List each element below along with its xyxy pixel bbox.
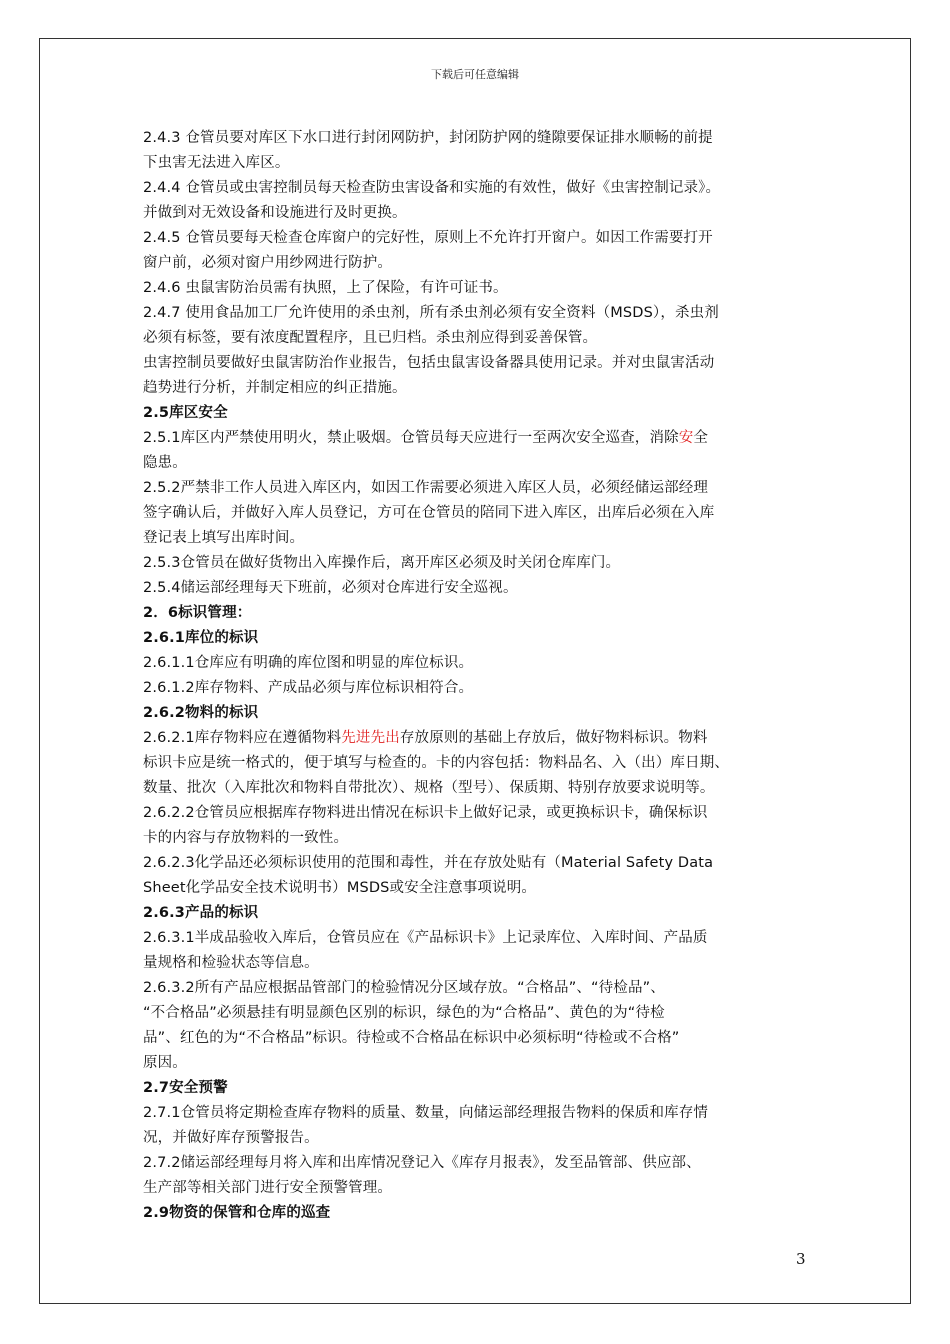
- text-line: [143, 951, 815, 976]
- text-line: [143, 551, 815, 576]
- line-text: 标识卡应是统一格式的，便于填写与检查的。卡的内容包括：物料品名、入（出）库日期、: [143, 755, 729, 771]
- document-body: [143, 126, 815, 1226]
- section-heading: [143, 701, 815, 726]
- text-line: [143, 451, 815, 476]
- line-text: 2.5.3仓管员在做好货物出入库操作后，离开库区必须及时关闭仓库库门。: [143, 555, 621, 571]
- text-line: [143, 501, 815, 526]
- text-line: [143, 151, 815, 176]
- text-line: [143, 1101, 815, 1126]
- line-text: “不合格品”必须悬挂有明显颜色区别的标识，绿色的为“合格品”、黄色的为“待检: [143, 1005, 665, 1021]
- text-line: [143, 426, 815, 451]
- section-heading: [143, 1076, 815, 1101]
- text-line: [143, 326, 815, 351]
- line-text: 2.5库区安全: [143, 405, 228, 421]
- text-line: [143, 1051, 815, 1076]
- text-line: [143, 276, 815, 301]
- text-line: [143, 376, 815, 401]
- text-line: [143, 576, 815, 601]
- line-text: 2.6.2.1库存物料应在遵循物料: [143, 730, 342, 746]
- text-line: [143, 676, 815, 701]
- section-heading: [143, 401, 815, 426]
- text-line: [143, 1176, 815, 1201]
- line-text: 2.6.1.2库存物料、产成品必须与库位标识相符合。: [143, 680, 474, 696]
- text-line: [143, 526, 815, 551]
- line-text: 窗户前，必须对窗户用纱网进行防护。: [143, 255, 393, 271]
- line-text: 必须有标签，要有浓度配置程序，且已归档。杀虫剂应得到妥善保管。: [143, 330, 598, 346]
- text-line: [143, 726, 815, 751]
- text-line: [143, 851, 815, 876]
- line-text: 况，并做好库存预警报告。: [143, 1130, 319, 1146]
- text-line: [143, 176, 815, 201]
- text-line: [143, 1026, 815, 1051]
- line-text: 品”、红色的为“不合格品”标识。待检或不合格品在标识中必须标明“待检或不合格”: [143, 1030, 680, 1046]
- line-text: 2.6.2物料的标识: [143, 705, 259, 721]
- line-text: 趋势进行分析，并制定相应的纠正措施。: [143, 380, 407, 396]
- line-text: 2.7.2储运部经理每月将入库和出库情况登记入《库存月报表》，发至品管部、供应部、: [143, 1155, 701, 1171]
- line-text: 2.4.5 仓管员要每天检查仓库窗户的完好性，原则上不允许打开窗户。如因工作需要打开: [143, 230, 713, 246]
- text-line: [143, 351, 815, 376]
- line-text: 2.4.7 使用食品加工厂允许使用的杀虫剂，所有杀虫剂必须有安全资料（MSDS），杀虫剂: [143, 305, 719, 321]
- line-text: 卡的内容与存放物料的一致性。: [143, 830, 349, 846]
- line-text: 数量、批次（入库批次和物料自带批次）、规格（型号）、保质期、特别存放要求说明等。: [143, 780, 715, 796]
- line-text: 登记表上填写出库时间。: [143, 530, 305, 546]
- page-number: 3: [796, 1250, 806, 1268]
- line-text: 2.4.6 虫鼠害防治员需有执照，上了保险，有许可证书。: [143, 280, 508, 296]
- line-text: 2.6.2.2仓管员应根据库存物料进出情况在标识卡上做好记录，或更换标识卡，确保标识: [143, 805, 708, 821]
- text-line: [143, 926, 815, 951]
- highlighted-text: 先进先出: [341, 730, 400, 746]
- text-line: [143, 1001, 815, 1026]
- section-heading: [143, 626, 815, 651]
- text-line: [143, 776, 815, 801]
- line-text: 并做到对无效设备和设施进行及时更换。: [143, 205, 407, 221]
- line-text-after: 全: [693, 430, 709, 446]
- text-line: [143, 1126, 815, 1151]
- line-text: 2.6.1库位的标识: [143, 630, 259, 646]
- line-text: 隐患。: [143, 455, 187, 471]
- line-text: 2．6标识管理：: [143, 605, 252, 621]
- line-text: 2.5.4储运部经理每天下班前，必须对仓库进行安全巡视。: [143, 580, 518, 596]
- text-line: [143, 651, 815, 676]
- line-text: 原因。: [143, 1055, 187, 1071]
- text-line: [143, 751, 815, 776]
- line-text: 2.6.3.2所有产品应根据品管部门的检验情况分区域存放。“合格品”、“待检品”、: [143, 980, 665, 996]
- line-text: 生产部等相关部门进行安全预警管理。: [143, 1180, 393, 1196]
- text-line: [143, 826, 815, 851]
- section-heading: [143, 901, 815, 926]
- line-text: 2.6.2.3化学品还必须标识使用的范围和毒性，并在存放处贴有（Material Safety Data: [143, 855, 714, 871]
- line-text: Sheet化学品安全技术说明书）MSDS或安全注意事项说明。: [143, 880, 537, 896]
- line-text: 签字确认后，并做好入库人员登记，方可在仓管员的陪同下进入库区，出库后必须在入库: [143, 505, 715, 521]
- text-line: [143, 251, 815, 276]
- line-text: 2.6.3产品的标识: [143, 905, 259, 921]
- line-text: 2.4.4 仓管员或虫害控制员每天检查防虫害设备和实施的有效性，做好《虫害控制记录》。: [143, 180, 721, 196]
- line-text: 2.5.2严禁非工作人员进入库区内，如因工作需要必须进入库区人员，必须经储运部经理: [143, 480, 709, 496]
- page-header: 下载后可任意编辑: [431, 68, 519, 81]
- line-text: 2.6.3.1半成品验收入库后，仓管员应在《产品标识卡》上记录库位、入库时间、产品质: [143, 930, 708, 946]
- line-text-after: 存放原则的基础上存放后，做好物料标识。物料: [399, 730, 708, 746]
- line-text: 2.6.1.1仓库应有明确的库位图和明显的库位标识。: [143, 655, 474, 671]
- line-text: 2.4.3 仓管员要对库区下水口进行封闭网防护，封闭防护网的缝隙要保证排水顺畅的前提: [143, 130, 713, 146]
- text-line: [143, 876, 815, 901]
- text-line: [143, 801, 815, 826]
- line-text: 2.7安全预警: [143, 1080, 228, 1096]
- text-line: [143, 201, 815, 226]
- highlighted-text: 安: [678, 430, 694, 446]
- section-heading: [143, 1201, 815, 1226]
- section-heading: [143, 601, 815, 626]
- line-text: 2.7.1仓管员将定期检查库存物料的质量、数量，向储运部经理报告物料的保质和库存情: [143, 1105, 709, 1121]
- line-text: 2.5.1库区内严禁使用明火，禁止吸烟。仓管员每天应进行一至两次安全巡查，消除: [143, 430, 679, 446]
- text-line: [143, 301, 815, 326]
- line-text: 虫害控制员要做好虫鼠害防治作业报告，包括虫鼠害设备器具使用记录。并对虫鼠害活动: [143, 355, 715, 371]
- text-line: [143, 976, 815, 1001]
- text-line: [143, 476, 815, 501]
- line-text: 下虫害无法进入库区。: [143, 155, 290, 171]
- text-line: [143, 226, 815, 251]
- text-line: [143, 126, 815, 151]
- line-text: 量规格和检验状态等信息。: [143, 955, 319, 971]
- line-text: 2.9物资的保管和仓库的巡查: [143, 1205, 331, 1221]
- text-line: [143, 1151, 815, 1176]
